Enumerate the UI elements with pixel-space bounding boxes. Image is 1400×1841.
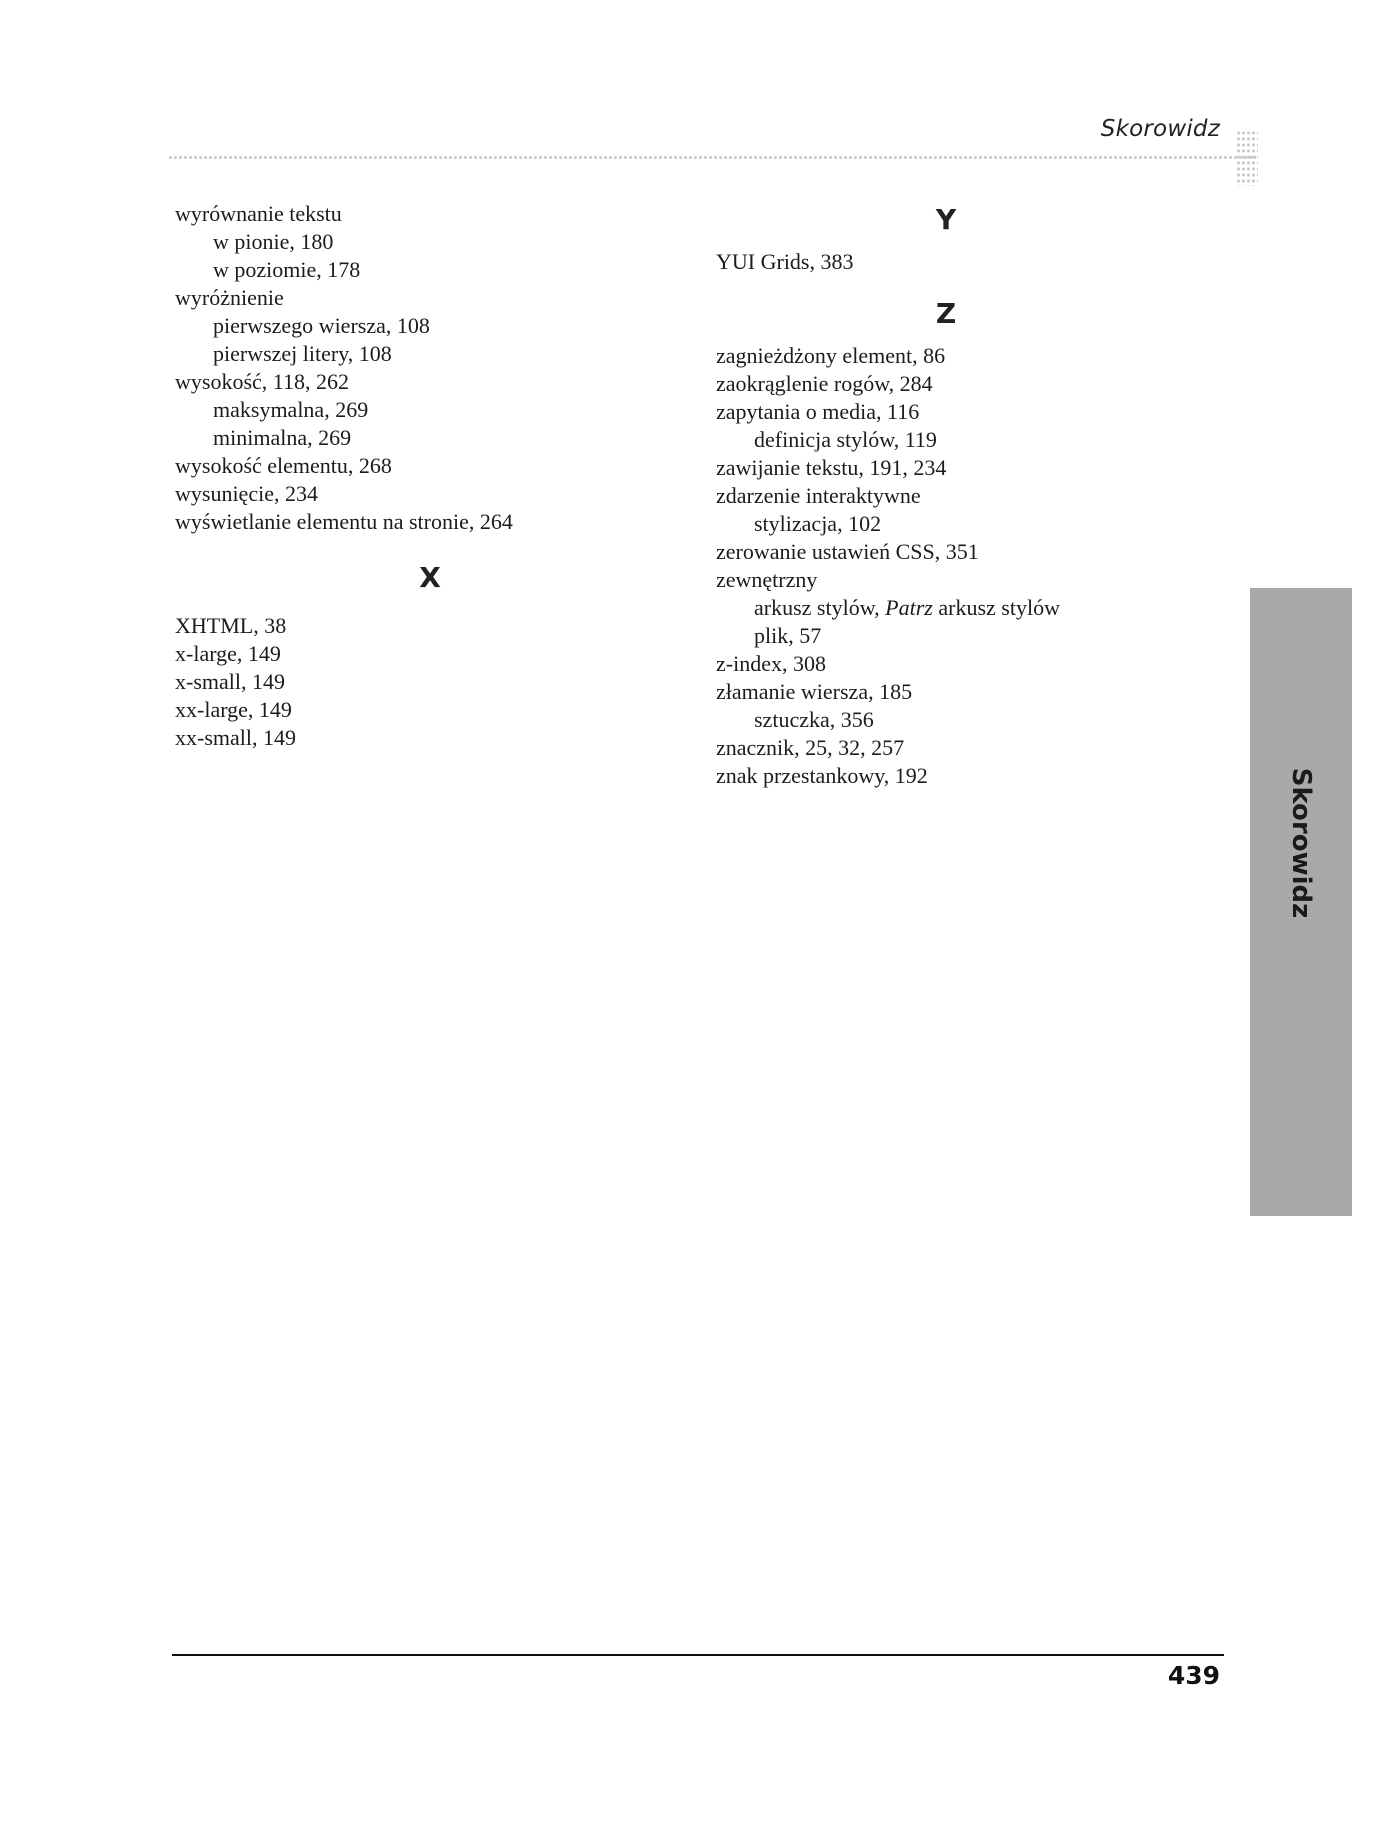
see-entry-term: arkusz stylów, — [754, 595, 886, 620]
running-header: Skorowidz — [1100, 116, 1220, 142]
index-w-entries — [175, 200, 695, 536]
index-entry: wysokość elementu, 268 — [175, 453, 392, 478]
index-entry: znacznik, 25, 32, 257 — [716, 735, 905, 760]
index-entry: YUI Grids, 383 — [716, 249, 854, 274]
index-entry: wyświetlanie elementu na stronie, 264 — [175, 509, 513, 534]
index-subentry: definicja stylów, 119 — [754, 427, 937, 452]
index-entry: zerowanie ustawień CSS, 351 — [716, 539, 979, 564]
index-y-entries — [716, 248, 1176, 276]
footer-rule — [172, 1654, 1224, 1656]
index-subentry: w poziomie, 178 — [213, 257, 361, 282]
section-letter-x: X — [419, 561, 441, 594]
index-entry: xx-large, 149 — [175, 697, 292, 722]
index-subentry: stylizacja, 102 — [754, 511, 882, 536]
index-entry: zdarzenie interaktywne — [716, 483, 921, 508]
header-corner-dots — [1236, 130, 1258, 186]
index-entry: x-small, 149 — [175, 669, 285, 694]
index-entry: zewnętrzny — [716, 567, 818, 592]
side-tab — [1250, 588, 1352, 1216]
index-z-entries — [716, 342, 1176, 594]
index-x-entries — [175, 612, 695, 752]
index-entry: XHTML, 38 — [175, 613, 287, 638]
index-entry: xx-small, 149 — [175, 725, 296, 750]
section-letter-y: Y — [935, 203, 957, 236]
index-subentry: pierwszego wiersza, 108 — [213, 313, 430, 338]
index-entry: znak przestankowy, 192 — [716, 763, 928, 788]
page-number: 439 — [1167, 1661, 1220, 1690]
index-entry: zawijanie tekstu, 191, 234 — [716, 455, 947, 480]
header-dotted-rule — [168, 155, 1256, 163]
index-entry: wyróżnienie — [175, 285, 284, 310]
index-subentry: plik, 57 — [754, 623, 822, 648]
index-subentry: minimalna, 269 — [213, 425, 352, 450]
index-entry: wysokość, 118, 262 — [175, 369, 349, 394]
index-entry: zagnieżdżony element, 86 — [716, 343, 946, 368]
index-column-right — [716, 200, 1176, 790]
index-entry: x-large, 149 — [175, 641, 281, 666]
index-z-entries-continued — [716, 622, 1176, 790]
see-word: Patrz — [885, 595, 933, 620]
index-subentry: w pionie, 180 — [213, 229, 334, 254]
index-column-left — [175, 200, 695, 752]
index-entry: z-index, 308 — [716, 651, 826, 676]
index-subentry: maksymalna, 269 — [213, 397, 369, 422]
side-tab-label: Skorowidz — [1286, 767, 1316, 919]
index-entry: wysunięcie, 234 — [175, 481, 318, 506]
index-subentry: sztuczka, 356 — [754, 707, 874, 732]
index-entry: zapytania o media, 116 — [716, 399, 920, 424]
index-entry-see-reference — [716, 594, 1176, 622]
index-entry: zaokrąglenie rogów, 284 — [716, 371, 933, 396]
index-entry: wyrównanie tekstu — [175, 201, 342, 226]
index-entry: złamanie wiersza, 185 — [716, 679, 913, 704]
index-subentry: pierwszej litery, 108 — [213, 341, 392, 366]
see-entry-target: arkusz stylów — [932, 595, 1060, 620]
section-letter-z: Z — [935, 297, 957, 330]
